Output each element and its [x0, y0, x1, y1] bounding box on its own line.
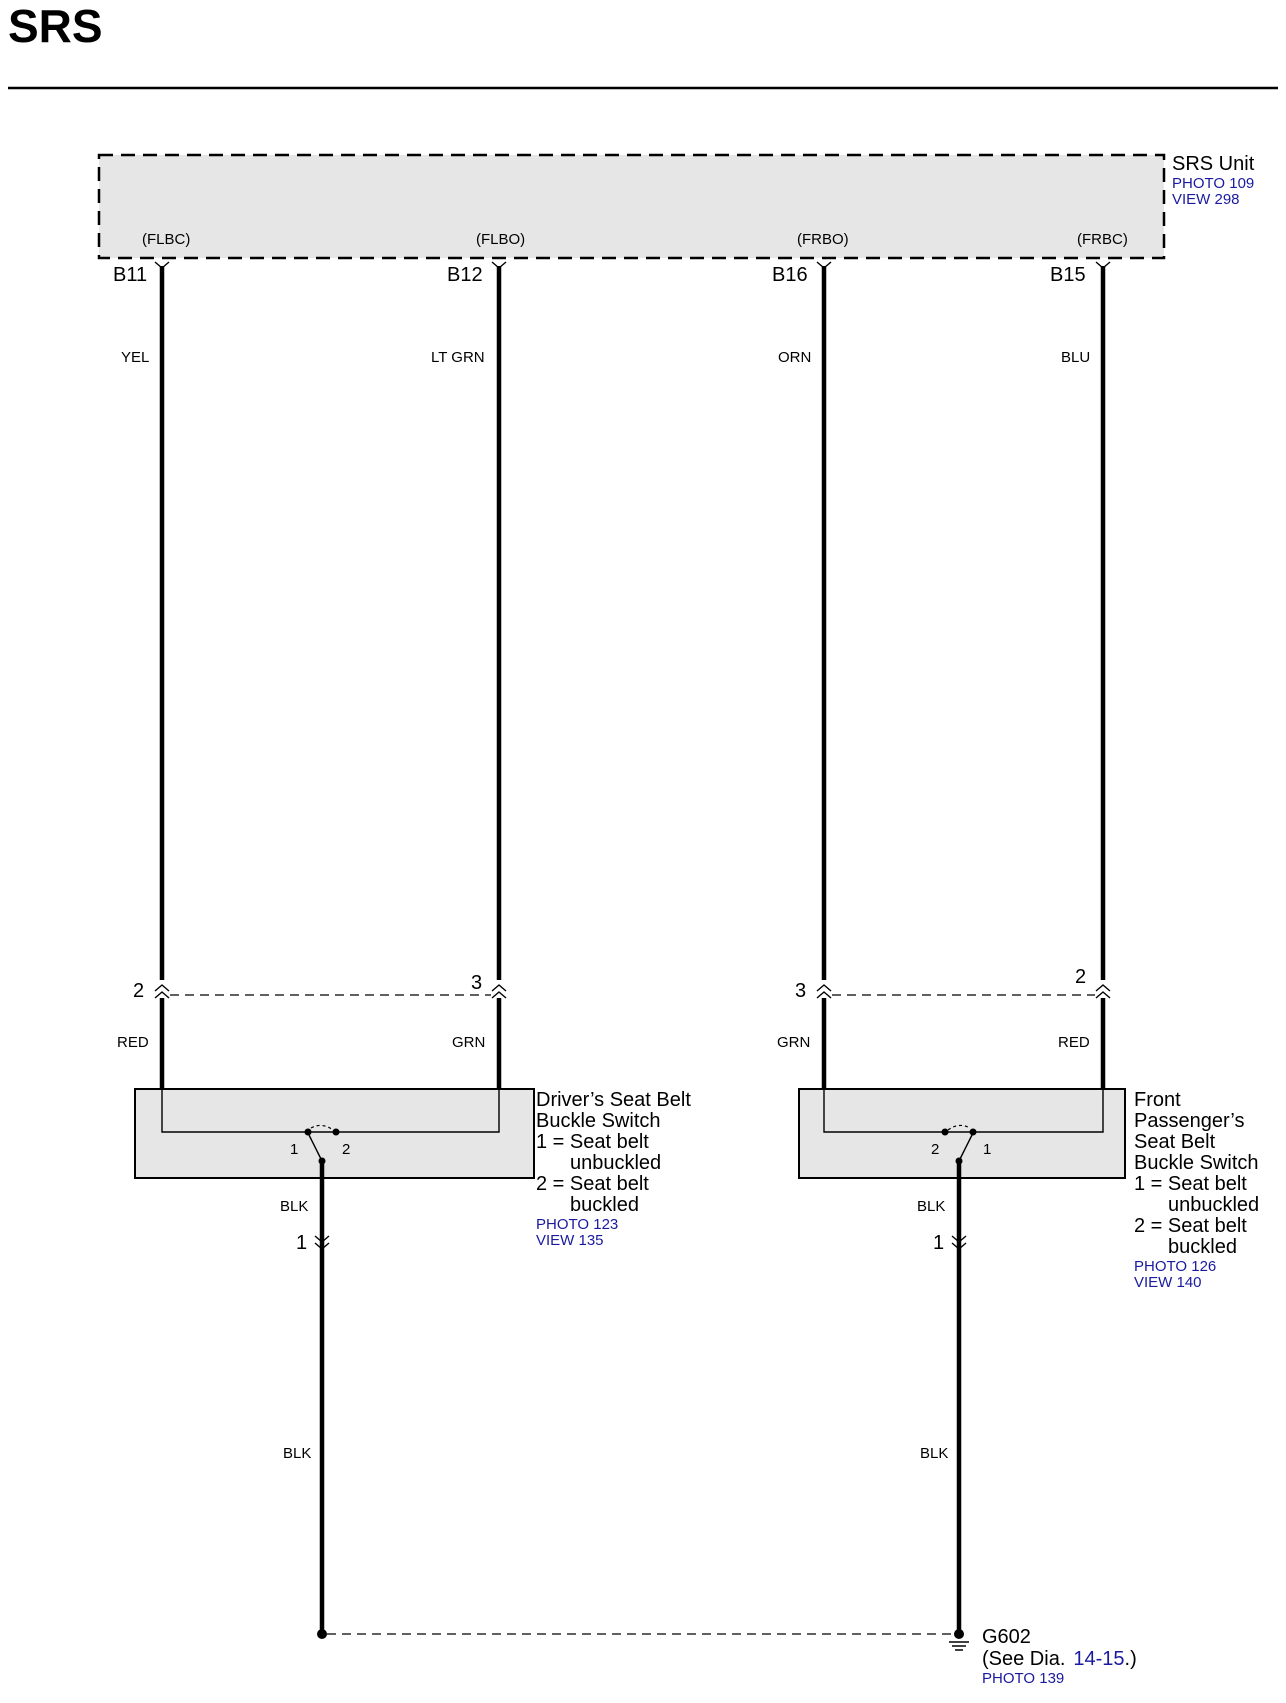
wire-label-blk-passenger-lower: BLK	[920, 1445, 949, 1462]
wire-label-red-passenger: RED	[1058, 1034, 1090, 1051]
connector-frbo: (FRBO)	[797, 231, 849, 248]
passenger-contact-1: 1	[983, 1141, 992, 1158]
passenger-switch-name-2: Passenger’s	[1134, 1110, 1245, 1132]
passenger-ground-pin: 1	[933, 1232, 945, 1254]
driver-contact-2: 2	[342, 1141, 351, 1158]
srs-unit-view-link[interactable]: VIEW 298	[1172, 191, 1240, 208]
pin-b11: B11	[113, 264, 148, 286]
ground-see-prefix: (See Dia.	[982, 1648, 1066, 1670]
passenger-switch-box	[799, 1089, 1125, 1178]
driver-ground-junction	[317, 1629, 327, 1639]
connector-flbc: (FLBC)	[142, 231, 191, 248]
wire-label-blu: BLU	[1061, 349, 1091, 366]
srs-unit-box	[99, 155, 1164, 258]
wire-label-blk-driver-lower: BLK	[283, 1445, 312, 1462]
pin-b15: B15	[1050, 264, 1086, 286]
connector-flbo: (FLBO)	[476, 231, 526, 248]
driver-switch-view-link[interactable]: VIEW 135	[536, 1232, 604, 1249]
ground-see-suffix: .)	[1124, 1648, 1137, 1670]
ground-see-ref	[982, 1648, 1137, 1670]
passenger-switch-state-1: 1 = Seat belt	[1134, 1173, 1247, 1195]
passenger-switch-state-1b: unbuckled	[1168, 1194, 1260, 1216]
passenger-switch-name-4: Buckle Switch	[1134, 1152, 1259, 1174]
wire-label-blk-passenger: BLK	[917, 1198, 946, 1215]
driver-switch-name-1: Driver’s Seat Belt	[536, 1089, 691, 1111]
ground-label: G602	[982, 1626, 1031, 1648]
driver-switch-name-2: Buckle Switch	[536, 1110, 661, 1132]
driver-switch-state-2: 2 = Seat belt	[536, 1173, 649, 1195]
inline-pin-2-left: 2	[133, 980, 145, 1002]
passenger-switch-state-2: 2 = Seat belt	[1134, 1215, 1247, 1237]
page-title: SRS	[8, 0, 103, 52]
passenger-switch-view-link[interactable]: VIEW 140	[1134, 1274, 1202, 1291]
passenger-switch-name-3: Seat Belt	[1134, 1131, 1216, 1153]
wire-label-yel: YEL	[121, 349, 150, 366]
srs-unit-photo-link[interactable]: PHOTO 109	[1172, 175, 1255, 192]
ground-photo-link[interactable]: PHOTO 139	[982, 1670, 1065, 1687]
passenger-contact-2: 2	[931, 1141, 940, 1158]
wire-label-lt-grn: LT GRN	[431, 349, 485, 366]
ground-dia-link[interactable]: 14-15	[1073, 1648, 1125, 1670]
connector-frbc: (FRBC)	[1077, 231, 1128, 248]
wire-label-grn-driver: GRN	[452, 1034, 486, 1051]
driver-switch-state-1: 1 = Seat belt	[536, 1131, 649, 1153]
inline-connector-icon	[155, 985, 1110, 998]
passenger-switch-name-1: Front	[1134, 1089, 1181, 1111]
pin-b16: B16	[772, 264, 808, 286]
passenger-switch-photo-link[interactable]: PHOTO 126	[1134, 1258, 1217, 1275]
inline-pin-3-right: 3	[795, 980, 807, 1002]
passenger-switch-state-2b: buckled	[1168, 1236, 1237, 1258]
driver-contact-1: 1	[290, 1141, 299, 1158]
wire-label-red-driver: RED	[117, 1034, 149, 1051]
inline-pin-3-left: 3	[471, 972, 483, 994]
driver-switch-state-2b: buckled	[570, 1194, 639, 1216]
driver-switch-photo-link[interactable]: PHOTO 123	[536, 1216, 619, 1233]
driver-ground-pin: 1	[296, 1232, 308, 1254]
wire-label-grn-passenger: GRN	[777, 1034, 811, 1051]
pin-b12: B12	[447, 264, 483, 286]
wire-label-blk-driver: BLK	[280, 1198, 309, 1215]
driver-switch-state-1b: unbuckled	[570, 1152, 662, 1174]
ground-icon	[949, 1629, 969, 1650]
wire-label-orn: ORN	[778, 349, 812, 366]
srs-unit-label: SRS Unit	[1172, 153, 1255, 175]
inline-pin-2-right: 2	[1075, 966, 1087, 988]
